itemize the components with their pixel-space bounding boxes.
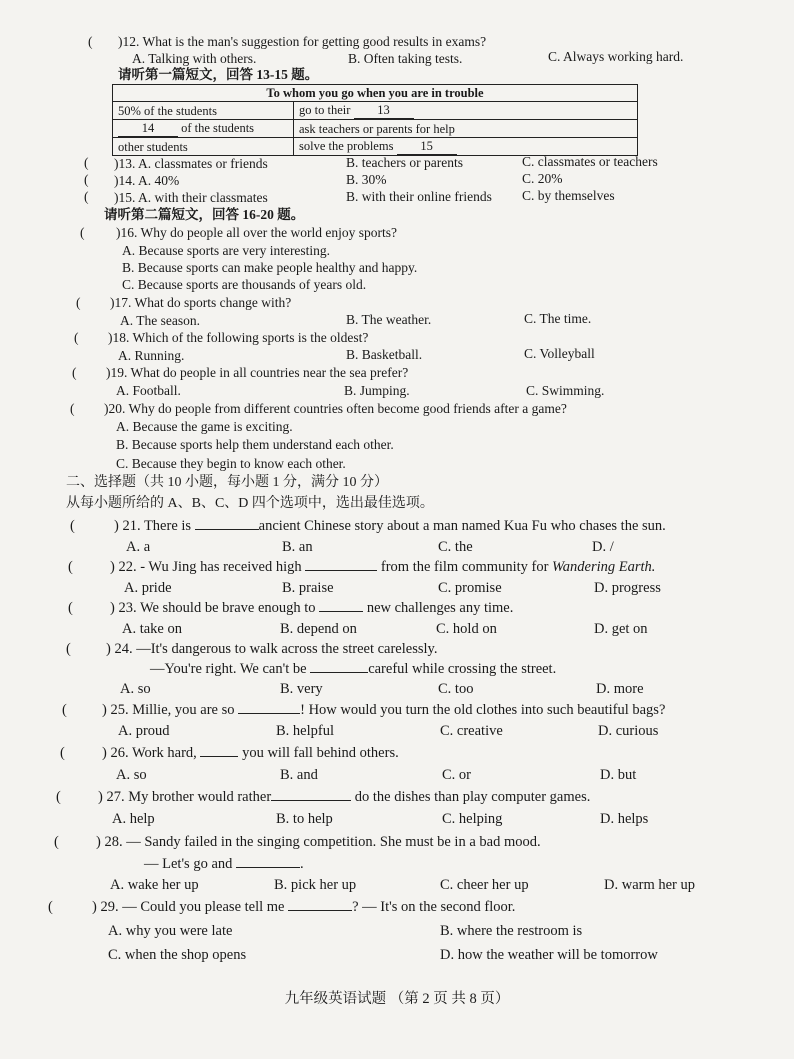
- q14-paren: (: [84, 172, 89, 187]
- q25-post: ! How would you turn the old clothes into such beautiful bags?: [300, 702, 666, 718]
- q20-option-b: B. Because sports help them understand each other.: [116, 437, 394, 452]
- q28-option-d: D. warm her up: [604, 877, 696, 893]
- table-cell: [113, 120, 294, 138]
- q23-option-d: D. get on: [594, 621, 648, 637]
- table-cell: 50% of the students: [113, 102, 294, 120]
- q15-option-c: C. by themselves: [522, 188, 615, 203]
- q28-line1: ) 28. — Sandy failed in the singing competition. She must be in a bad mood.: [96, 834, 541, 850]
- q16-option-c: C. Because sports are thousands of years old.: [122, 277, 367, 292]
- q24-option-b: B. very: [280, 681, 323, 697]
- q15-paren: (: [84, 189, 89, 204]
- q29-option-a: A. why you were late: [108, 923, 233, 939]
- q21-option-a: A. a: [126, 539, 151, 555]
- q12-option-c: C. Always working hard.: [548, 49, 684, 64]
- q22-paren: (: [68, 559, 73, 575]
- q22-pre: ) 22. - Wu Jing has received high: [110, 559, 302, 575]
- q27-option-d: D. helps: [600, 811, 649, 827]
- table-text: of the students: [181, 121, 255, 135]
- q28-line2: [144, 855, 304, 873]
- table-cell: other students: [113, 138, 294, 156]
- q28-blank: [236, 867, 300, 868]
- q16-paren: (: [80, 225, 85, 240]
- q21-post: ancient Chinese story about a man named Kua Fu who chases the sun.: [258, 518, 666, 534]
- q28-option-a: A. wake her up: [110, 877, 199, 893]
- q29-paren: (: [48, 899, 53, 915]
- q22-stem: [110, 558, 655, 576]
- q27-post: do the dishes than play computer games.: [354, 789, 591, 805]
- table-title: To whom you go when you are in trouble: [113, 85, 638, 102]
- q22-option-d: D. progress: [594, 580, 661, 596]
- q17-option-b: B. The weather.: [346, 312, 432, 327]
- q29-pre: ) 29. — Could you please tell me: [92, 899, 285, 915]
- q16-stem: )16. Why do people all over the world enjoy sports?: [116, 225, 397, 240]
- q28-option-c: C. cheer her up: [440, 877, 529, 893]
- q27-blank: [271, 800, 351, 801]
- q23-option-c: C. hold on: [436, 621, 497, 637]
- passage2-heading: 请听第二篇短文，回答 16-20 题。: [104, 207, 305, 222]
- q29-stem: [92, 898, 515, 916]
- q16-option-a: A. Because sports are very interesting.: [122, 243, 331, 258]
- q24-line2-post: careful while crossing the street.: [368, 661, 557, 677]
- blank-13: 13: [354, 102, 414, 119]
- q26-pre: ) 26. Work hard,: [102, 745, 197, 761]
- q23-option-a: A. take on: [122, 621, 182, 637]
- q28-line2-pre: — Let's go and: [144, 856, 233, 872]
- q26-option-a: A. so: [116, 767, 147, 783]
- q24-blank: [310, 672, 368, 673]
- blank-15: 15: [397, 138, 457, 155]
- q24-option-c: C. too: [438, 681, 474, 697]
- q20-option-c: C. Because they begin to know each other.: [116, 456, 346, 471]
- blank-14: 14: [118, 120, 178, 137]
- q26-option-c: C. or: [442, 767, 471, 783]
- q12-paren: (: [88, 34, 93, 49]
- q21-paren: (: [70, 518, 75, 534]
- q23-option-b: B. depend on: [280, 621, 357, 637]
- q29-post: ? — It's on the second floor.: [352, 899, 516, 915]
- q16-option-b: B. Because sports can make people healthy and happy.: [122, 260, 418, 275]
- q12-option-a: A. Talking with others.: [132, 51, 257, 66]
- q25-option-d: D. curious: [598, 723, 659, 739]
- q14-option-b: B. 30%: [346, 172, 387, 187]
- q19-stem: )19. What do people in all countries near the sea prefer?: [106, 365, 409, 380]
- q22-option-b: B. praise: [282, 580, 334, 596]
- q24-line2-pre: —You're right. We can't be: [150, 661, 307, 677]
- q15-option-b: B. with their online friends: [346, 189, 492, 204]
- part2-instruction: 从每小题所给的 A、B、C、D 四个选项中，选出最佳选项。: [66, 496, 434, 511]
- trouble-table: [112, 84, 638, 156]
- q25-option-c: C. creative: [440, 723, 503, 739]
- part2-heading: 二、选择题（共 10 小题，每小题 1 分，满分 10 分）: [66, 475, 388, 490]
- q13-option-b: B. teachers or parents: [346, 155, 463, 170]
- q23-stem: [110, 599, 513, 617]
- q25-stem: [102, 701, 665, 719]
- q25-option-a: A. proud: [118, 723, 170, 739]
- q19-option-a: A. Football.: [116, 383, 181, 398]
- q28-line2-post: .: [300, 856, 304, 872]
- q26-option-b: B. and: [280, 767, 318, 783]
- q24-line1: ) 24. —It's dangerous to walk across the street carelessly.: [106, 641, 438, 657]
- q29-option-b: B. where the restroom is: [440, 923, 583, 939]
- q12-stem: )12. What is the man's suggestion for getting good results in exams?: [118, 34, 487, 49]
- q25-blank: [238, 713, 300, 714]
- q19-option-c: C. Swimming.: [526, 383, 605, 398]
- table-cell: [294, 138, 638, 156]
- q26-stem: [102, 744, 399, 762]
- table-text: solve the problems: [299, 139, 394, 153]
- q17-option-a: A. The season.: [120, 313, 200, 328]
- q17-stem: )17. What do sports change with?: [110, 295, 292, 310]
- q23-paren: (: [68, 600, 73, 616]
- page-footer: 九年级英语试题 （第 2 页 共 8 页）: [284, 991, 510, 1007]
- q26-post: you will fall behind others.: [242, 745, 399, 761]
- q18-paren: (: [74, 330, 79, 345]
- q27-pre: ) 27. My brother would rather: [98, 789, 272, 805]
- q19-option-b: B. Jumping.: [344, 383, 410, 398]
- q23-blank: [319, 611, 363, 612]
- q22-option-c: C. promise: [438, 580, 502, 596]
- q21-option-d: D. /: [592, 539, 614, 555]
- q21-option-c: C. the: [438, 539, 473, 555]
- q14-option-c: C. 20%: [522, 171, 563, 186]
- q26-option-d: D. but: [600, 767, 637, 783]
- q22-post: from the film community for: [380, 559, 549, 575]
- q13-option-c: C. classmates or teachers: [522, 154, 658, 169]
- q20-stem: )20. Why do people from different countries often become good friends after a game?: [104, 401, 567, 416]
- q12-option-b: B. Often taking tests.: [348, 51, 463, 66]
- q27-option-b: B. to help: [276, 811, 333, 827]
- q18-option-b: B. Basketball.: [346, 347, 423, 362]
- q21-blank: [195, 529, 259, 530]
- q26-blank: [200, 756, 238, 757]
- q25-option-b: B. helpful: [276, 723, 334, 739]
- q24-option-d: D. more: [596, 681, 644, 697]
- q24-option-a: A. so: [120, 681, 151, 697]
- q29-option-d: D. how the weather will be tomorrow: [440, 947, 658, 963]
- table-text: go to their: [299, 103, 351, 117]
- q28-option-b: B. pick her up: [274, 877, 357, 893]
- q21-option-b: B. an: [282, 539, 313, 555]
- q27-option-c: C. helping: [442, 811, 503, 827]
- q20-option-a: A. Because the game is exciting.: [116, 419, 293, 434]
- q13-stem: )13. A. classmates or friends: [114, 156, 268, 171]
- q22-option-a: A. pride: [124, 580, 172, 596]
- q22-blank: [305, 570, 377, 571]
- q24-paren: (: [66, 641, 71, 657]
- q18-stem: )18. Which of the following sports is the oldest?: [108, 330, 369, 345]
- q26-paren: (: [60, 745, 65, 761]
- q29-blank: [288, 910, 352, 911]
- table-cell: ask teachers or parents for help: [294, 120, 638, 138]
- q14-stem: )14. A. 40%: [114, 173, 180, 188]
- q27-paren: (: [56, 789, 61, 805]
- q20-paren: (: [70, 401, 75, 416]
- q25-pre: ) 25. Millie, you are so: [102, 702, 235, 718]
- q17-paren: (: [76, 295, 81, 310]
- q27-option-a: A. help: [112, 811, 155, 827]
- q19-paren: (: [72, 365, 77, 380]
- q23-post: new challenges any time.: [366, 600, 514, 616]
- q15-stem: )15. A. with their classmates: [114, 190, 268, 205]
- q13-paren: (: [84, 155, 89, 170]
- table-cell: [294, 102, 638, 120]
- passage1-heading: 请听第一篇短文，回答 13-15 题。: [118, 67, 319, 82]
- q21-stem: [114, 517, 666, 535]
- q24-line2: [150, 660, 556, 678]
- q28-paren: (: [54, 834, 59, 850]
- q18-option-a: A. Running.: [118, 348, 185, 363]
- q27-stem: [98, 788, 590, 806]
- q18-option-c: C. Volleyball: [524, 346, 595, 361]
- q17-option-c: C. The time.: [524, 311, 592, 326]
- q29-option-c: C. when the shop opens: [108, 947, 247, 963]
- q23-pre: ) 23. We should be brave enough to: [110, 600, 316, 616]
- q25-paren: (: [62, 702, 67, 718]
- q21-pre: ) 21. There is: [114, 518, 192, 534]
- q22-film-title: Wandering Earth.: [552, 559, 656, 575]
